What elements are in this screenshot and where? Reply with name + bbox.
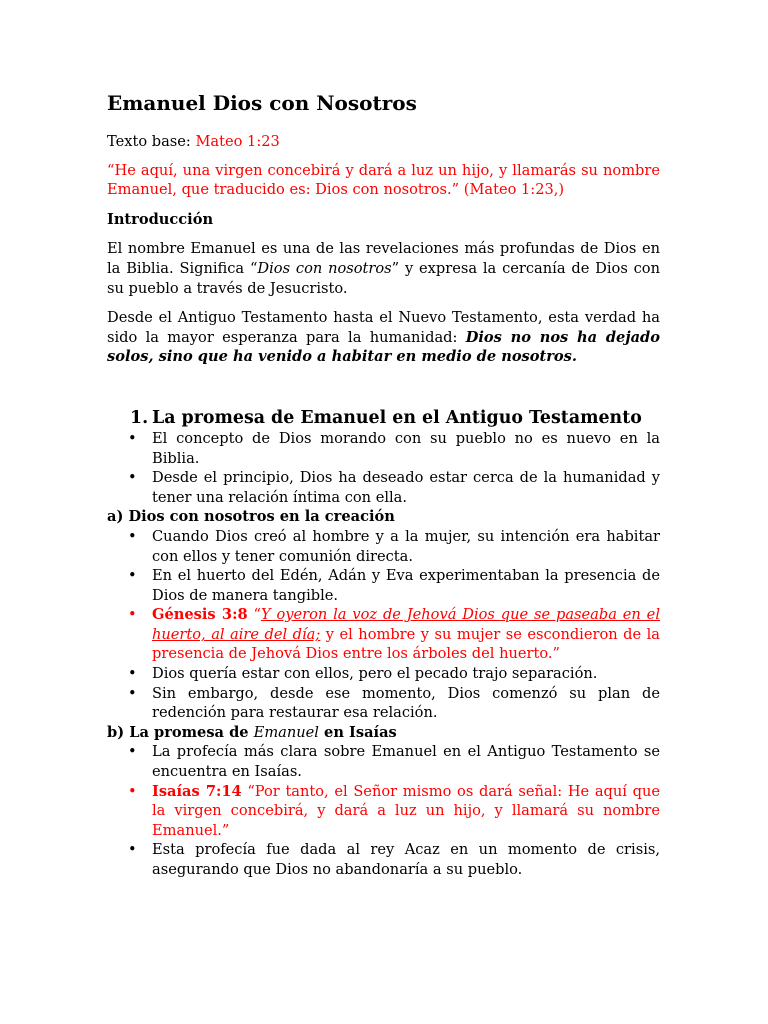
bullet-icon: • — [128, 469, 137, 487]
section-1-bullets — [107, 429, 660, 507]
list-item-verse-isaias — [107, 782, 660, 841]
bullet-icon: • — [128, 743, 137, 761]
list-item — [107, 527, 660, 566]
list-item-text: Sin embargo, desde ese momento, Dios comenzó su plan de redención para restaurar esa relación. — [152, 684, 660, 722]
subsection-a-heading: a) Dios con nosotros en la creación — [107, 508, 395, 526]
list-item — [107, 840, 660, 879]
list-item-verse-genesis — [107, 605, 660, 664]
verse-open-quote: “ — [247, 606, 261, 624]
verse-ref-genesis: Génesis 3:8 — [152, 606, 248, 624]
list-item — [107, 429, 660, 468]
subsection-b-title-b: en Isaías — [318, 723, 397, 741]
verse-underlined-text: Y oyeron la voz de Jehová Dios que se paseaba en el huerto, al aire del día; — [152, 606, 660, 643]
section-1-heading — [130, 407, 660, 429]
list-item — [107, 468, 660, 507]
bullet-icon: • — [128, 782, 137, 800]
list-item-text: La profecía más clara sobre Emanuel en el Antiguo Testamento se encuentra en Isaías. — [152, 743, 660, 781]
intro-p2-strong: Dios no nos ha dejado solos, sino que ha venido a habitar en medio de nosotros. — [107, 328, 660, 366]
intro-paragraph-2 — [107, 308, 660, 367]
bullet-icon: • — [128, 684, 137, 702]
intro-p2-text: Desde el Antiguo Testamento hasta el Nuevo Testamento, esta verdad ha sido la mayor esperanza para la humanidad: — [107, 309, 660, 346]
subsection-b-title-a: b) La promesa de — [107, 723, 254, 741]
subsection-b-heading — [107, 723, 660, 743]
page-title: Emanuel Dios con Nosotros — [107, 91, 417, 115]
bullet-icon: • — [128, 527, 137, 545]
intro-p1-text-a: El nombre Emanuel es una de las revelaciones más profundas de Dios en la Biblia. Significa “ — [107, 240, 660, 277]
texto-base-label: Texto base: — [107, 133, 196, 150]
subsection-b-bullets — [107, 742, 660, 879]
list-item-text: Dios quería estar con ellos, pero el pecado trajo separación. — [152, 665, 598, 683]
subsection-b-title-em: Emanuel — [253, 723, 319, 741]
verse-text-isaias: “Por tanto, el Señor mismo os dará señal: He aquí que la virgen concebirá, y dará a luz un hijo, y llamará su nombre Emanuel.” — [152, 782, 660, 839]
texto-base-ref: Mateo 1:23 — [195, 133, 280, 150]
list-item — [107, 664, 660, 684]
list-item-text: Esta profecía fue dada al rey Acaz en un momento de crisis, asegurando que Dios no abandonaría a su pueblo. — [152, 841, 660, 878]
list-item-text: En el huerto del Edén, Adán y Eva experimentaban la presencia de Dios de manera tangible. — [152, 567, 660, 604]
bullet-icon: • — [128, 606, 137, 624]
verse-ref-isaias: Isaías 7:14 — [152, 782, 242, 800]
subsection-a-bullets — [107, 527, 660, 723]
bullet-icon: • — [128, 665, 137, 683]
section-1-number: 1. — [130, 407, 149, 428]
list-item-text: Cuando Dios creó al hombre y a la mujer, su intención era habitar con ellos y tener comunión directa. — [152, 527, 660, 565]
intro-paragraph-1 — [107, 239, 660, 298]
bullet-icon: • — [128, 841, 137, 859]
list-item-text: Desde el principio, Dios ha deseado estar cerca de la humanidad y tener una relación íntima con ella. — [152, 469, 660, 506]
document-body — [107, 88, 660, 880]
verse-quote: “He aquí, una virgen concebirá y dará a luz un hijo, y llamarás su nombre Emanuel, que traducido es: Dios con nosotros.” (Mateo 1:23,) — [107, 161, 660, 199]
list-item-text: El concepto de Dios morando con su pueblo no es nuevo en la Biblia. — [152, 429, 660, 467]
section-1-title: La promesa de Emanuel en el Antiguo Testamento — [152, 407, 642, 428]
bullet-icon: • — [128, 429, 137, 447]
bullet-icon: • — [128, 567, 137, 585]
list-item — [107, 684, 660, 723]
texto-base-line — [107, 132, 660, 152]
intro-p1-text-b: ” y expresa la cercanía de Dios con su pueblo a través de Jesucristo. — [107, 259, 660, 297]
intro-heading: Introducción — [107, 210, 214, 228]
verse-rest-text: y el hombre y su mujer se escondieron de la presencia de Jehová Dios entre los árboles del huerto.” — [152, 625, 660, 663]
list-item — [107, 566, 660, 605]
list-item — [107, 742, 660, 781]
intro-p1-emphasis: Dios con nosotros — [257, 259, 392, 277]
